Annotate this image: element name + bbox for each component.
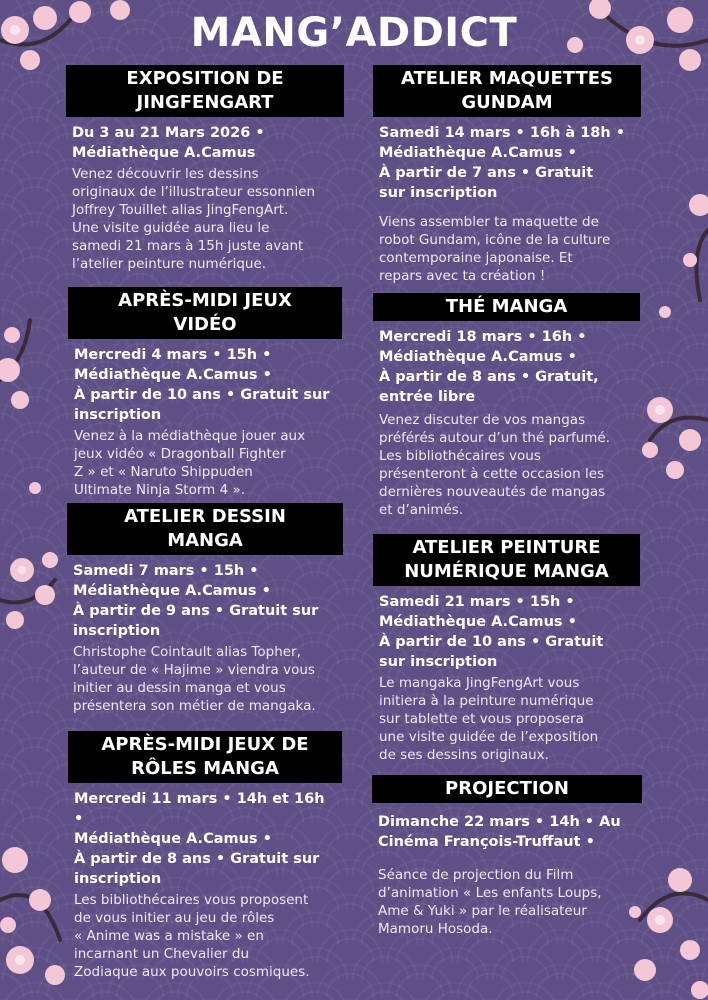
- event-description: Séance de projection du Film d’animation « Les enfants Loups, Ame & Yuki » par le réalisateur Mamoru Hosoda.: [378, 867, 602, 937]
- event-heading: ATELIER PEINTURE NUMÉRIQUE MANGA: [373, 534, 640, 586]
- event-info: Mercredi 18 mars • 16h • Médiathèque A.Camus • À partir de 8 ans • Gratuit, entrée libre: [379, 329, 599, 405]
- event-the-manga: [373, 293, 640, 519]
- event-dessin-manga: [67, 503, 343, 715]
- event-heading: APRÈS-MIDI JEUX VIDÉO: [68, 287, 342, 339]
- event-description: Venez découvrir les dessins originaux de l’illustrateur essonnien Joffrey Touillet alias JingFengArt. Une visite guidée aura lieu le samedi 21 mars à 15h juste avant l’atelier peinture numérique.: [72, 166, 316, 272]
- event-projection: [372, 775, 642, 938]
- event-info: Mercredi 4 mars • 15h • Médiathèque A.Camus • À partir de 10 ans • Gratuit sur inscription: [74, 347, 330, 423]
- event-heading: APRÈS-MIDI JEUX DE RÔLES MANGA: [68, 731, 342, 783]
- event-maquettes-gundam: [373, 65, 641, 285]
- event-heading: PROJECTION: [372, 775, 642, 803]
- event-description: Venez discuter de vos mangas préférés autour d’un thé parfumé. Les bibliothécaires vous présenteront à cette occasion les dernières nouveautés de mangas et d’animés.: [379, 412, 611, 518]
- event-info: Samedi 7 mars • 15h • Médiathèque A.Camus • À partir de 9 ans • Gratuit sur inscription: [73, 563, 319, 639]
- event-heading: ATELIER DESSIN MANGA: [67, 503, 343, 555]
- page-title: MANG’ADDICT: [190, 10, 518, 56]
- event-jeux-video: [68, 287, 342, 499]
- event-heading: EXPOSITION DE JINGFENGART: [66, 65, 344, 117]
- event-heading: ATELIER MAQUETTES GUNDAM: [373, 65, 641, 117]
- event-peinture-numerique: [373, 534, 640, 764]
- event-heading: THÉ MANGA: [373, 293, 640, 321]
- event-description: Le mangaka JingFengArt vous initiera à la peinture numérique sur tablette et vous proposera une visite guidée de l’exposition de ses dessins originaux.: [379, 675, 599, 763]
- event-info: Dimanche 22 mars • 14h • Au Cinéma François-Truffaut •: [378, 814, 621, 850]
- event-info: Mercredi 11 mars • 14h et 16h • Médiathèque A.Camus • À partir de 8 ans • Gratuit sur inscription: [74, 791, 325, 887]
- event-jeux-roles: [68, 731, 342, 981]
- event-info: Samedi 14 mars • 16h à 18h • Médiathèque A.Camus • À partir de 7 ans • Gratuit sur inscription: [379, 125, 626, 201]
- event-description: Venez à la médiathèque jouer aux jeux vidéo « Dragonball Fighter Z » et « Naruto Shippuden Ultimate Ninja Storm 4 ».: [74, 428, 306, 498]
- event-description: Viens assembler ta maquette de robot Gundam, icône de la culture contemporaine japonaise. Et repars avec ta création !: [379, 214, 611, 284]
- event-info: Samedi 21 mars • 15h • Médiathèque A.Camus • À partir de 10 ans • Gratuit sur inscription: [379, 594, 604, 670]
- event-description: Les bibliothécaires vous proposent de vous initier au jeu de rôles « Anime was a mistake » en incarnant un Chevalier du Zodiaque aux pouvoirs cosmiques.: [74, 892, 310, 980]
- event-description: Christophe Cointault alias Topher, l’auteur de « Hajime » viendra vous initier au dessin manga et vous présentera son métier de mangaka.: [73, 644, 316, 714]
- event-exposition: [66, 65, 344, 273]
- event-info: Du 3 au 21 Mars 2026 • Médiathèque A.Camus: [72, 125, 265, 161]
